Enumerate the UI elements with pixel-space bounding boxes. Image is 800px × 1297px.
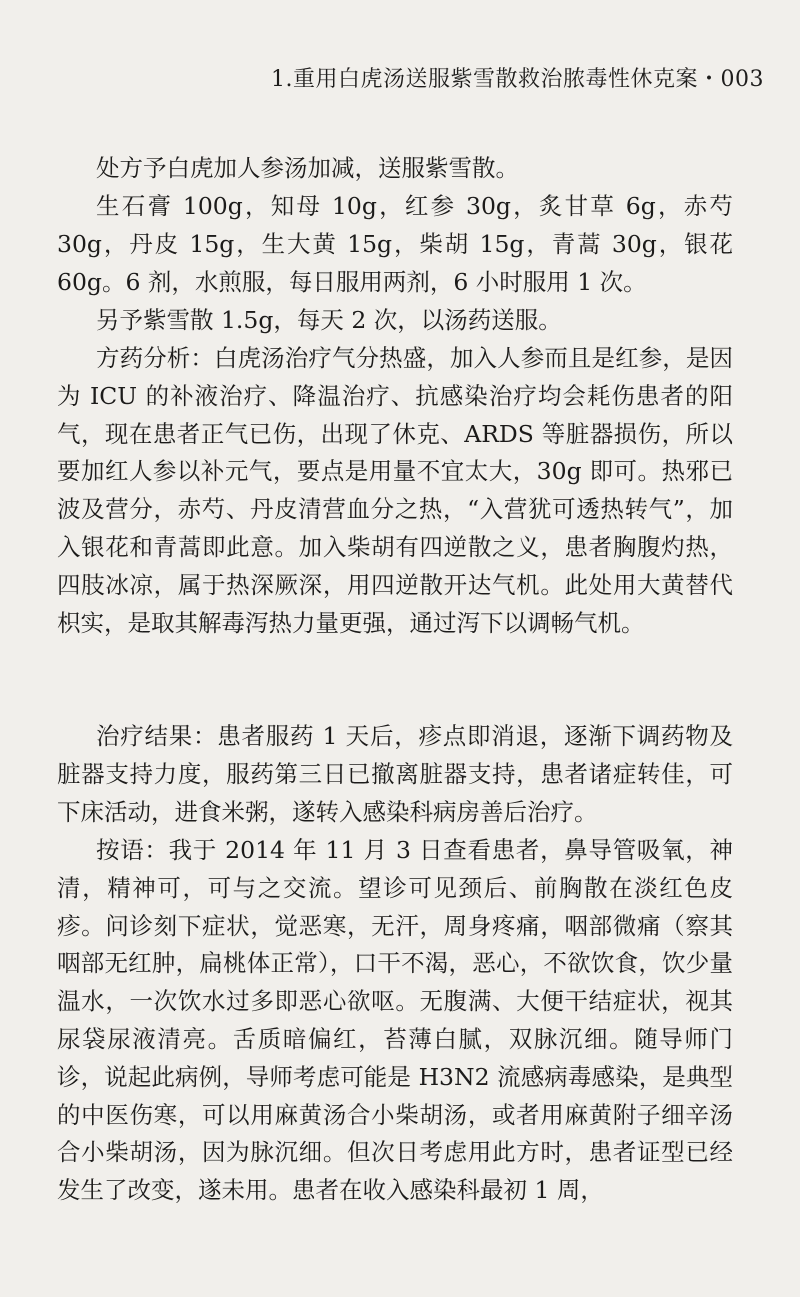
paragraph-zixuesan: 另予紫雪散 1.5g，每天 2 次，以汤药送服。 [96,306,562,334]
paragraph-prescription-intro: 处方予白虎加人参汤加减，送服紫雪散。 [96,154,519,182]
paragraph-result: 治疗结果：患者服药 1 天后，疹点即消退，逐渐下调药物及脏器支持力度，服药第三日已撤离脏器支持，患者诸症转佳，可下床活动，进食米粥，遂转入感染科病房善后治疗。 [57,722,733,826]
paragraph-ingredients-text: 生石膏 100g，知母 10g，红参 30g，炙甘草 6g，赤芍 30g，丹皮 15g，生大黄 15g，柴胡 15g，青蒿 30g，银花 60g。6 剂，水煎服，每日服用两剂，6 小时服用 1 次。 [57,192,733,296]
paragraph-commentary: 按语：我于 2014 年 11 月 3 日查看患者，鼻导管吸氧，神清，精神可，可与之交流。望诊可见颈后、前胸散在淡红色皮疹。问诊刻下症状，觉恶寒，无汗，周身疼痛，咽部微痛（察其咽部无红肿，扁桃体正常），口干不渴，恶心，不欲饮食，饮少量温水，一次饮水过多即恶心欲呕。无腹满、大便干结症状，视其尿袋尿液清亮。舌质暗偏红，苔薄白腻，双脉沉细。随导师门诊，说起此病例，导师考虑可能是 H3N2 流感病毒感染，是典型的中医伤寒，可以用麻黄汤合小柴胡汤，或者用麻黄附子细辛汤合小柴胡汤，因为脉沉细。但次日考虑用此方时，患者证型已经发生了改变，遂未用。患者在收入感染科最初 1 周， [57,836,733,1205]
paragraph-analysis: 方药分析：白虎汤治疗气分热盛，加入人参而且是红参，是因为 ICU 的补液治疗、降温治疗、抗感染治疗均会耗伤患者的阳气，现在患者正气已伤，出现了休克、ARDS 等脏器损伤，所以要加红人参以补元气，要点是用量不宜太大，30g 即可。热邪已波及营分，赤芍、丹皮清营血分之热，“入营犹可透热转气”，加入银花和青蒿即此意。加入柴胡有四逆散之义，患者胸腹灼热，四肢冰凉，属于热深厥深，用四逆散开达气机。此处用大黄替代枳实，是取其解毒泻热力量更强，通过泻下以调畅气机。 [57,344,733,637]
running-header: 1.重用白虎汤送服紫雪散救治脓毒性休克案・003 [271,67,764,92]
